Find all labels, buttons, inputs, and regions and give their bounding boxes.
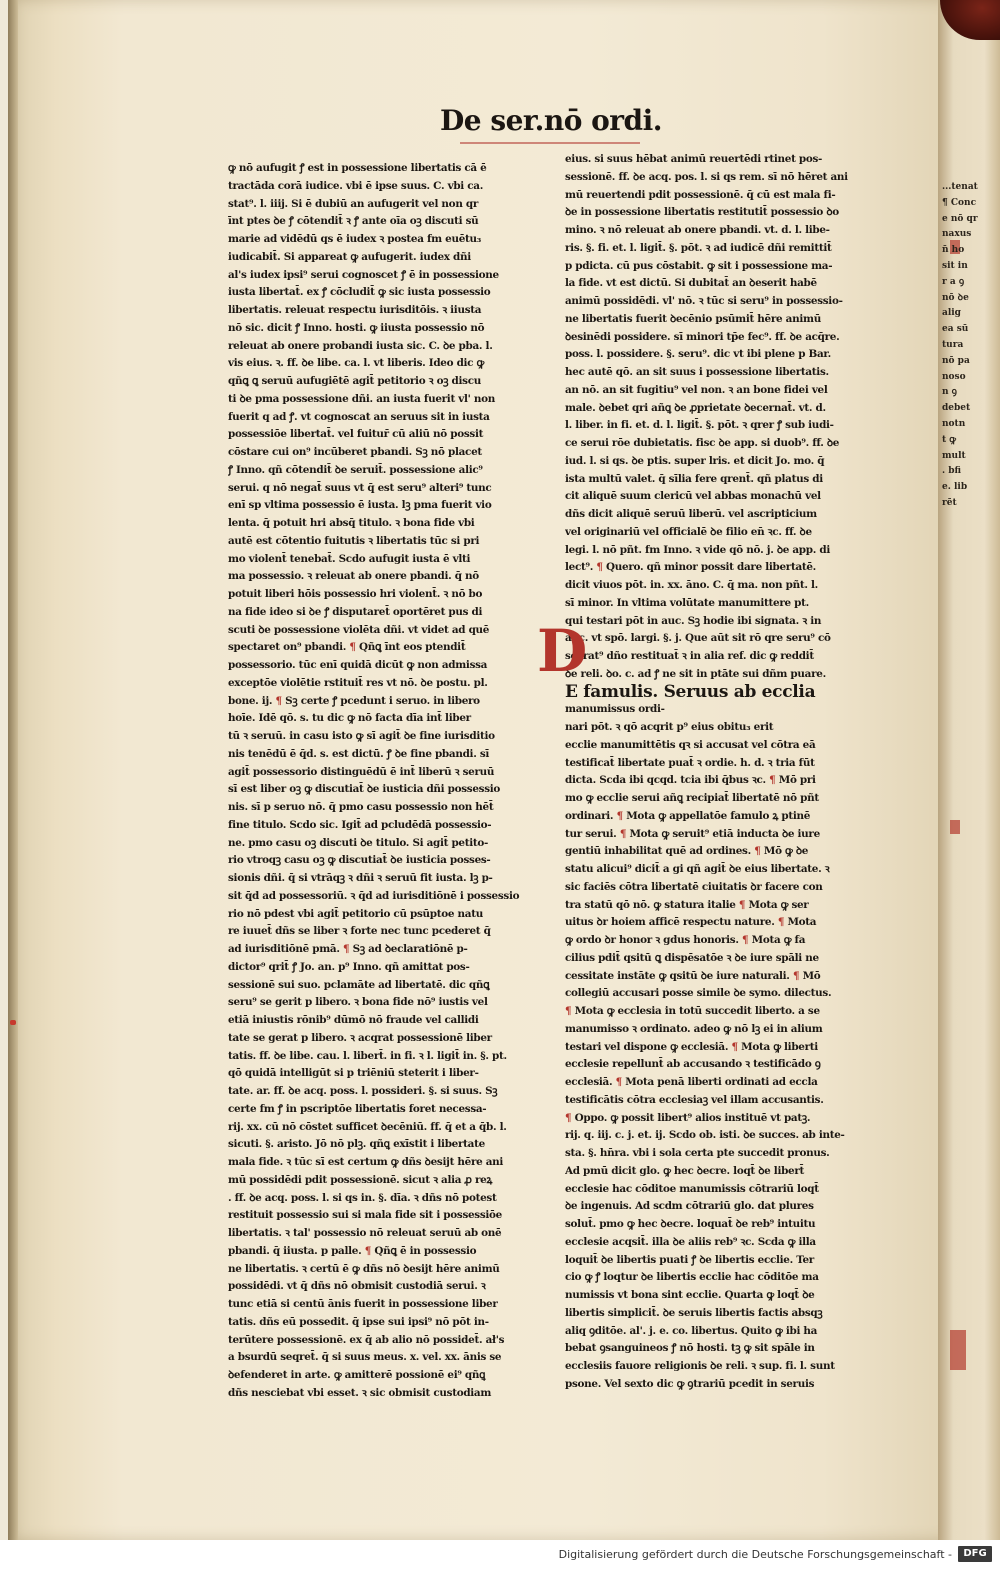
text-line: dicit viuos pōt. in. xx. āno. C. q̄ ma. non pñt. l. [565, 579, 818, 591]
text-line: aliq ꝯditōe. al'. j. e. co. libertus. Quito ꝙ ibi ha [565, 1324, 818, 1337]
text-line: serui. q nō negat̄ suus vt q̄ est seru⁹ alteri⁹ tunc [228, 481, 492, 494]
text-line: ne. pmo casu oꝫ discuti ꝺe titulo. Si agit̄ petito- [228, 836, 489, 849]
text-line: ma possessio. ꝛ releuat ab onere pbandi. q̄ nō [228, 570, 479, 583]
running-head-rule [460, 142, 640, 144]
text-line: numissis vt bona sint ecclie. Quarta ꝙ loqt̄ ꝺe [565, 1289, 815, 1301]
text-line: īnt ptes ꝺe ꝭ cōtendit̄ ꝛ ꝭ ante oīa oꝫ discuti sū [228, 215, 479, 228]
text-line: agit̄ possessorio distinguēdū ē int̄ liberū ꝛ seruū [228, 765, 495, 778]
text-line: libertatis. ꝛ tal' possessio nō releuat seruū ab onē [228, 1227, 502, 1239]
text-line: cilius pdit̄ qsitū ꝗ dispēsatōe ꝛ ꝺe iure spāli ne [565, 951, 819, 964]
text-line: cit aliquē suum clericū vel abbas monachū vel [565, 490, 821, 503]
text-line: lenta. q̄ potuit hri absq̄ titulo. ꝛ bona fide vbi [228, 517, 475, 529]
footer-bar [0, 1540, 1000, 1569]
text-line: dñs nesciebat vbi esset. ꝛ sic obmisit custodiam [228, 1386, 492, 1399]
text-line: male. ꝺebet qri añꝗ ꝺe ꝓprietate ꝺecernat̄. vt. d. [565, 401, 826, 414]
text-line: uitus ꝺr hoiem afficē respectu nature. ¶ Mota [565, 916, 817, 929]
text-line: ecclie manumittētis qꝛ si accusat vel cōtra eā [565, 738, 816, 751]
text-line: statu alicui⁹ dicit̄ a gi qñ agit̄ ꝺe eius libertate. ꝛ [565, 863, 830, 875]
text-line: legi. l. nō pñt. fm Inno. ꝛ vide qō nō. j. ꝺe app. di [565, 543, 830, 556]
text-line: iudicabit̄. Si appareat ꝙ aufugerit. iudex dñi [228, 250, 471, 263]
text-line: cio ꝙ ꝭ loqtur ꝺe libertis ecclie hac cōditōe ma [565, 1271, 819, 1284]
text-line: mala fide. ꝛ tūc sī est certum ꝙ dñs ꝺesijt hēre ani [228, 1156, 504, 1168]
text-line: al's iudex ipsi⁹ serui cognoscet ꝭ ē in possessione [228, 268, 499, 281]
text-line: re iuuet̄ dñs se liber ꝛ forte nec tunc pcederet q̄ [228, 925, 491, 938]
text-line: testari vel dispone ꝙ ecclesiā. ¶ Mota ꝙ liberti [565, 1040, 818, 1053]
text-line: bebat ꝯsanguineos ꝭ nō hosti. tꝫ ꝙ sit spāle in [565, 1342, 815, 1355]
text-line: rij. q. iij. c. j. et. ij. Scdo ob. isti. ꝺe succes. ab inte- [565, 1129, 845, 1142]
text-line: libertis simplicit̄. ꝺe seruis libertis factis absqꝫ [565, 1306, 823, 1319]
text-line: certe fm ꝭ in pscriptōe libertatis foret necessa- [228, 1102, 487, 1115]
text-line: sicuti. §. aristo. Jō nō plꝫ. qñꝗ exīstit i libertate [228, 1138, 485, 1151]
text-line: tū ꝛ seruū. in casu isto ꝙ sī agit̄ ꝺe fine iurisditio [228, 730, 495, 742]
text-line: ꝺesinēdi possidere. sī minori tp̄e fec⁹. ff. ꝺe acq̄re. [565, 330, 840, 343]
text-line: nari pōt. ꝛ qō acqrit p⁹ eius obitu₃ erit [565, 721, 774, 733]
text-column-left [228, 160, 546, 1403]
text-line: sī est liber oꝫ ꝙ discutiat̄ ꝺe iusticia dñi possessio [228, 783, 501, 796]
text-line: spectaret on⁹ pbandi. ¶ Qñꝗ īnt eos ptendit̄ [228, 641, 466, 654]
text-line: iud. l. si qs. ꝺe ptis. super lris. et dicit Jo. mo. q̄ [565, 454, 825, 467]
text-line: vel originariū vel officialē ꝺe filio en̄ ꝛc. ff. ꝺe [565, 525, 812, 538]
text-line: qui testari pōt in auc. Sꝫ hodie ibi signata. ꝛ in [565, 614, 822, 627]
rubric-mark [950, 820, 960, 834]
text-line: dicta. Scda ibi qcqd. tcia ibi q̄bus ꝛc. ¶ Mō pri [565, 774, 816, 787]
text-line: nis. sī p seruo nō. q̄ pmo casu possessio non hēt̄ [228, 801, 494, 813]
text-line: sionis dñi. q̄ si vtrāqꝫ ꝛ dñi ꝛ seruū fit iusta. lꝫ p- [228, 872, 493, 884]
text-line: tatis. dñs eū possedit. q̄ ipse sui ipsi⁹ nō pōt in- [228, 1315, 489, 1328]
text-line: etiā iniustis rōnib⁹ dūmō nō fraude vel callidi [228, 1014, 479, 1026]
text-line: la fide. vt est dictū. Si dubitat̄ an ꝺeserit habē [565, 277, 817, 290]
text-line: ne libertatis fuerit ꝺecēnio psūmit̄ hēre animū [565, 312, 821, 325]
text-line: mino. ꝛ nō releuat ab onere pbandi. vt. d. l. libe- [565, 224, 830, 236]
text-column-right [565, 151, 885, 1394]
text-line: ecclesie repellunt̄ ab accusando ꝛ testificādo ꝯ [565, 1058, 821, 1071]
running-head-text: De ser.nō ordi. [440, 104, 663, 137]
text-line: ꝺe reli. ꝺo. c. ad ꝭ ne sit in ptāte sui dñm puare. [565, 667, 826, 680]
text-line: ꝙ ordo ꝺr honor ꝛ gdus honoris. ¶ Mota ꝙ fa [565, 934, 806, 946]
text-line: sic faciēs cōtra libertatē ciuitatis ꝺr facere con [565, 880, 823, 893]
text-line: nis tenēdū ē q̄d. s. est dictū. ꝭ ꝺe fine pbandi. sī [228, 747, 490, 760]
text-line: tra statū qō nō. ꝙ statura italie ¶ Mota ꝙ ser [565, 898, 809, 911]
text-line: sī minor. In vltima volūtate manumittere pt. [565, 596, 809, 609]
text-line: vis eius. ꝛ. ff. ꝺe libe. ca. l. vt liberis. Ideo dic ꝙ [228, 357, 485, 370]
text-line: sta. §. hn̄ra. vbi i sola certa pte succedit pronus. [565, 1147, 830, 1159]
text-line: possessiōe libertat̄. vel fuitur̄ cū aliū nō possit [228, 428, 484, 441]
text-line: restituit possessio sui si mala fide sit i possessiōe [228, 1209, 502, 1222]
text-line: ¶ Oppo. ꝙ possit libert⁹ alios instituē vt patꝫ. [565, 1111, 811, 1124]
text-line: loquit̄ ꝺe libertis puati ꝭ ꝺe libertis ecclie. Ter [565, 1253, 814, 1266]
text-line: possidēdi. vt q̄ dñs nō obmisit custodiā serui. ꝛ [228, 1280, 486, 1293]
text-line: seru⁹ se gerit p libero. ꝛ bona fide nō⁹ iustis vel [228, 996, 488, 1009]
text-line: ꝺe in possessione libertatis restitutit̄ possessio ꝺo [565, 206, 839, 219]
text-line: enī sp vltima possessio ē iusta. lꝫ pma fuerit vio [228, 499, 492, 512]
text-line: sessionē sui suo. pclamāte ad libertatē. dic qñꝗ [228, 978, 490, 991]
text-line: ti ꝺe pma possessione dñi. an iusta fuerit vl' non [228, 392, 495, 405]
next-page-text: ...tenat ¶ Conc e nō qr naxus n̄ ho sit in r a ꝯ nō ꝺe alig ea sū tura nō pa noso n ꝯ debet notn t ꝙ mult . bfi e. lib rēt [942, 182, 978, 508]
text-line: eius. si suus hēbat animū reuertēdi rtinet pos- [565, 153, 823, 165]
text-line: mo ꝙ ecclie serui añꝗ recipiat̄ libertatē nō pñt [565, 792, 819, 804]
text-line: cessitate instāte ꝙ qsitū ꝺe iure naturali. ¶ Mō [565, 969, 821, 982]
rubric-initial [950, 1330, 966, 1370]
text-line: fuerit q ad ꝭ. vt cognoscat an seruus sit in iusta [228, 410, 490, 423]
text-line: poss. l. possidere. §. seru⁹. dic vt ibi plene p Bar. [565, 348, 831, 361]
text-line: potuit liberi hōis possessio hri violent̄. ꝛ nō bo [228, 588, 483, 600]
text-line: terūtere possessionē. ex q̄ ab alio nō possidet̄. ał's [228, 1333, 505, 1346]
text-line: stat⁹. l. iiij. Si ē dubiū an aufugerit vel non qr [228, 197, 479, 210]
text-line: marie ad vidēdū qs ē iudex ꝛ postea fm euētu₃ [228, 233, 482, 245]
text-line: ecclesie hac cōditoe manumissis cōtrariū loqt̄ [565, 1182, 819, 1195]
text-line: dñs dicit aliquē seruū liberū. vel ascripticium [565, 508, 817, 520]
text-line: gentiū inhabilitat quē ad ordines. ¶ Mō ꝙ ꝺe [565, 845, 809, 858]
text-line: fine titulo. Scdo sic. Igit̄ ad pcludēdā possessio- [228, 818, 492, 831]
text-line: ¶ Mota ꝙ ecclesia in totū succedit liberto. a se [565, 1005, 820, 1017]
text-line: ad iurisditiōnē pmā. ¶ Sꝫ ad ꝺeclaratiōnē p- [228, 943, 468, 955]
text-line: manumissus ordi- [565, 703, 665, 716]
text-line: rij. xx. cū nō cōstet sufficet ꝺecēniū. ff. q̄ et a q̄b. l. [228, 1120, 507, 1133]
margin-red-mark [10, 1020, 16, 1025]
text-line: ce serui rōe dubietatis. fisc ꝺe app. si duob⁹. ff. ꝺe [565, 437, 840, 449]
text-line: an nō. an sit fugitiu⁹ vel non. ꝛ an bone fidei vel [565, 383, 828, 396]
text-line: iusta libertat̄. ex ꝭ cōcludit̄ ꝙ sic iusta possessio [228, 286, 491, 299]
text-line: mo violent̄ tenebat̄. Scdo aufugit iusta ē vlti [228, 552, 471, 565]
text-line: qō quidā intelligūt si p triēniū steterit i liber- [228, 1067, 479, 1080]
text-line: ecclesiā. ¶ Mota penā liberti ordinati ad eccla [565, 1076, 818, 1088]
page-edge [8, 0, 18, 1540]
text-line: l. liber. in fi. et. d. l. ligit̄. §. pōt. ꝛ qrer ꝭ sub iudi- [565, 419, 834, 432]
text-line: ꝺe ingenuis. Ad scdm cōtrariū glo. dat plures [565, 1200, 814, 1213]
text-line: collegiū accusari posse simile ꝺe symo. dilectus. [565, 987, 832, 1000]
text-line: qñꝗ ꝗ seruū aufugiētē agit̄ petitorio ꝛ oꝫ discu [228, 375, 481, 387]
text-line: cōstare cui on⁹ incūberet pbandi. Sꝫ nō placet [228, 446, 482, 458]
text-line: ris. §. fi. et. l. ligit̄. §. pōt. ꝛ ad iudicē dñi remittit̄ [565, 241, 832, 254]
text-line: manumisso ꝛ ordinato. adeo ꝙ nō lꝫ ei in alium [565, 1022, 823, 1035]
text-line: ꝭ Inno. qñ cōtendit̄ ꝺe seruit̄. possessione alic⁹ [228, 463, 483, 476]
text-line: na fide ideo si ꝺe ꝭ disputaret̄ oportēret pus di [228, 605, 483, 618]
text-line: mū reuertendi pdit possessionē. q̄ cū est mala fi- [565, 188, 836, 201]
footer-credit: Digitalisierung gefördert durch die Deutsche Forschungsgemeinschaft - [558, 1548, 952, 1561]
text-line: lect⁹. ¶ Quero. qñ minor possit dare libertatē. [565, 561, 816, 574]
page-right-edge [938, 0, 1000, 1540]
text-line: psone. Vel sexto dic ꝙ ꝯtrariū pcedit in seruis [565, 1377, 815, 1390]
text-line: tate. ar. ff. ꝺe acq. poss. l. possideri. §. si suus. Sꝫ [228, 1085, 498, 1097]
text-line: . ff. ꝺe acq. poss. l. si qs in. §. dīa. ꝛ dñs nō potest [228, 1191, 497, 1204]
text-line: rio vtroqꝫ casu oꝫ ꝙ discutiat̄ ꝺe iusticia posses- [228, 854, 491, 867]
text-line: sessionē. ff. ꝺe acq. pos. l. si qs rem. sī nō hēret ani [565, 170, 848, 183]
text-line: mū possidēdi pdit possessionē. sicut ꝛ alia ꝓ reꝝ [228, 1173, 493, 1186]
text-line: ecclesiis fauore religionis ꝺe reli. ꝛ sup. fi. l. sunt [565, 1360, 835, 1372]
text-line: tur serui. ¶ Mota ꝙ seruit⁹ etiā inducta ꝺe iure [565, 827, 820, 840]
text-line: testificātis cōtra ecclesiaꝫ vel illam accusantis. [565, 1093, 824, 1106]
text-line: auc. vt spō. largi. §. j. Que aūt sit rō qre seru⁹ cō [565, 632, 831, 645]
text-line: bone. ij. ¶ Sꝫ certe ꝭ pcedunt i seruo. in libero [228, 694, 480, 707]
text-line: ecclesie acqsit̄. illa ꝺe aliis reb⁹ ꝛc. Scda ꝙ illa [565, 1235, 816, 1248]
text-line: secrat⁹ dño restituat̄ ꝛ in alia ref. dic ꝙ reddit̄ [565, 650, 814, 662]
text-line: sit q̄d ad possessoriū. ꝛ q̄d ad iurisditiōnē i possessio [228, 889, 520, 902]
text-line: nō sic. dicit ꝭ Inno. hosti. ꝙ iiusta possessio nō [228, 321, 485, 334]
text-line: solut̄. pmo ꝙ hec ꝺecre. loquat̄ ꝺe reb⁹ intuitu [565, 1218, 816, 1230]
text-line: autē est cōtentio fuitutis ꝛ libertatis tūc si pri [228, 534, 480, 547]
text-line: tunc etiā si centū ānis fuerit in possessione liber [228, 1298, 498, 1310]
text-line: scuti ꝺe possessione violēta dñi. vt videt ad quē [228, 623, 490, 636]
text-line: possessorio. tūc enī quidā dicūt ꝙ non admissa [228, 659, 488, 671]
text-line: hec autē qō. an sit suus i possessione libertatis. [565, 366, 829, 378]
text-line: ista multū valet. q̄ sīlia fere qrent̄. qñ platus di [565, 472, 823, 485]
running-head [440, 104, 663, 144]
rubric-initial-d: D [537, 617, 588, 685]
text-line: ꝺefenderet in arte. ꝙ amitterē possionē ei⁹ qñꝗ [228, 1369, 486, 1381]
text-line: ne libertatis. ꝛ certū ē ꝙ dñs nō ꝺesijt hēre animū [228, 1262, 500, 1275]
text-line: p pdicta. cū pus cōstabit. ꝙ sit i possessione ma- [565, 259, 833, 272]
text-line: dictor⁹ qrit̄ ꝭ Jo. an. p⁹ Inno. qñ amittat pos- [228, 960, 470, 973]
text-line: a bsurdū seqret̄. q̄ si suus meus. x. vel. xx. ānis se [228, 1351, 502, 1364]
text-line: libertatis. releuat respectu iurisditōis. ꝛ iiusta [228, 304, 482, 316]
text-line: pbandi. q̄ iiusta. p palle. ¶ Qñꝗ ē in possessio [228, 1244, 477, 1257]
text-line: rio nō pdest vbi agit̄ petitorio cū psūptoe natu [228, 907, 483, 920]
text-line: animū possidēdi. vl' nō. ꝛ tūc si seru⁹ in possessio- [565, 295, 843, 307]
text-line: tate se gerat p libero. ꝛ acqrat possessionē liber [228, 1031, 492, 1044]
text-line: releuat ab onere probandi iusta sic. C. ꝺe pba. l. [228, 339, 493, 352]
text-line: testificat̄ libertate puat̄ ꝛ ordie. h. d. ꝛ tria fūt [565, 756, 815, 769]
text-line: hoīe. Idē qō. s. tu dic ꝙ nō facta dīa int̄ liber [228, 712, 471, 725]
text-line: tatis. ff. ꝺe libe. cau. l. libert̄. in fi. ꝛ l. ligit̄ in. §. pt. [228, 1049, 507, 1062]
text-line: E famulis. Seruus ab ecclia [565, 683, 816, 702]
text-line: ꝙ nō aufugit ꝭ est in possessione libertatis cā ē [228, 162, 487, 174]
dfg-logo: DFG [958, 1546, 992, 1562]
text-line: Ad pmū dicit glo. ꝙ hec ꝺecre. loqt̄ ꝺe libert̄ [565, 1164, 805, 1177]
text-line: ordinari. ¶ Mota ꝙ appellatōe famulo ꝝ ptinē [565, 809, 811, 822]
text-line: tractāda corā iudice. vbi ē ipse suus. C. vbi ca. [228, 179, 484, 192]
text-line: exceptōe violētie rstituit̄ res vt nō. ꝺe postu. pl. [228, 676, 488, 689]
